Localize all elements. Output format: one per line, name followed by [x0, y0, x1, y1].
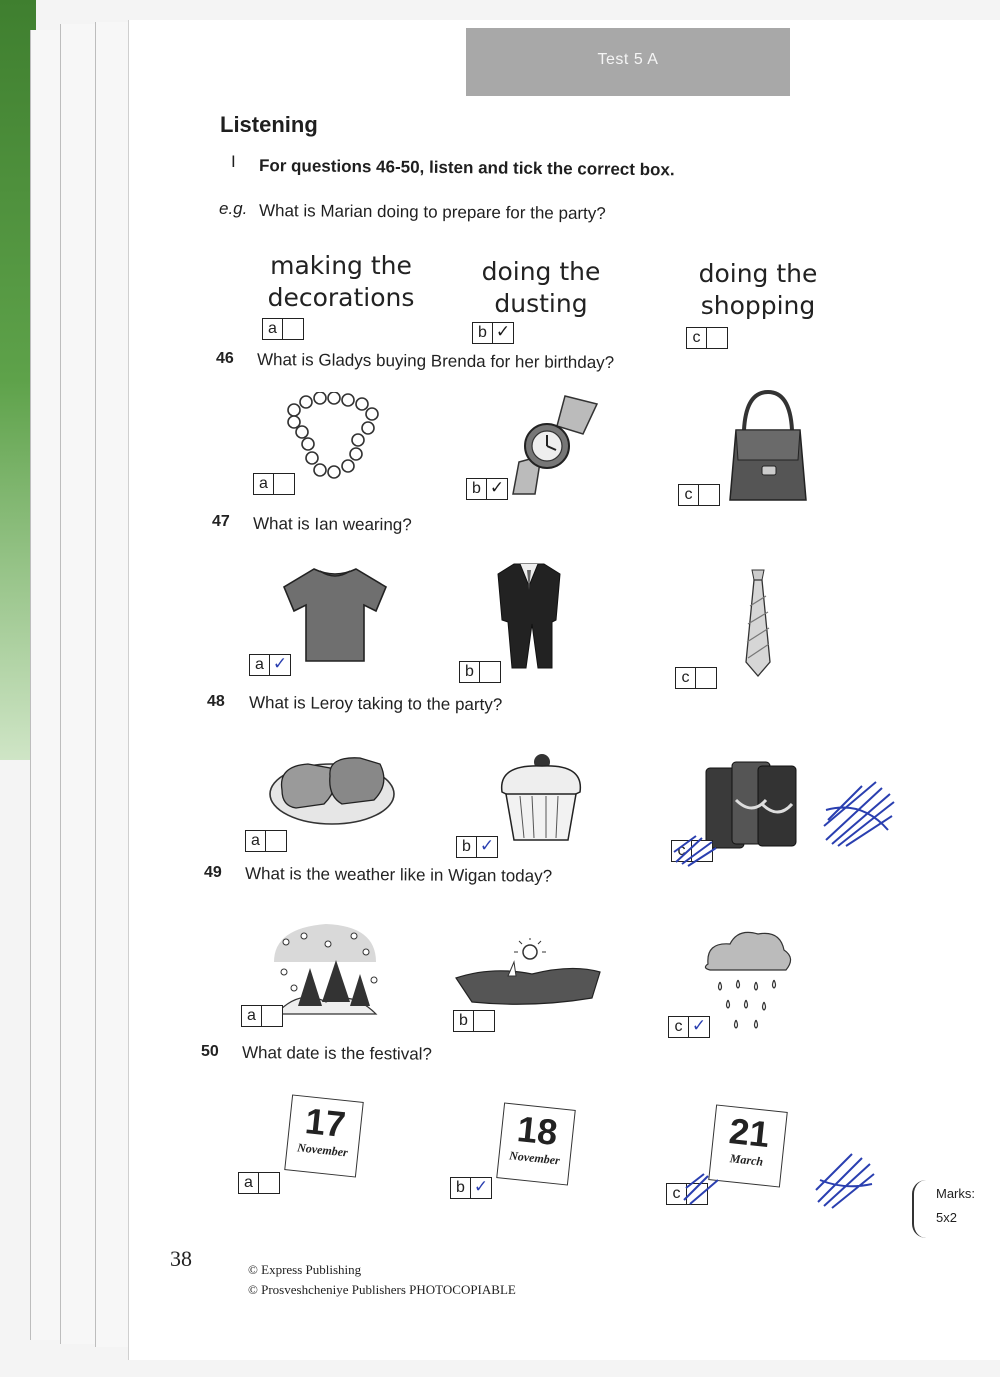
question-number: 47 — [212, 513, 230, 530]
answer-box-46-b[interactable] — [466, 478, 508, 500]
box-letter: c — [687, 328, 707, 348]
box-letter: a — [242, 1006, 262, 1026]
answer-box-49-a[interactable] — [241, 1005, 283, 1027]
calendar-image — [284, 1094, 364, 1177]
calendar-month: November — [508, 1148, 561, 1168]
pen-scribble — [682, 1172, 722, 1206]
calendar-day: 21 — [727, 1110, 772, 1156]
example-question: What is Marian doing to prepare for the party? — [258, 201, 606, 224]
t-shirt-image — [280, 565, 390, 665]
box-letter: b — [451, 1178, 471, 1198]
answer-box-eg-c[interactable] — [686, 327, 728, 349]
answer-box-48-b[interactable] — [456, 836, 498, 858]
tick-mark — [283, 319, 303, 339]
answer-box-48-a[interactable] — [245, 830, 287, 852]
box-letter: b — [473, 323, 493, 343]
answer-box-47-a[interactable] — [249, 654, 291, 676]
marks-bracket — [912, 1180, 926, 1238]
question-number: 48 — [207, 693, 225, 710]
box-letter: b — [460, 662, 480, 682]
box-letter: c — [679, 485, 699, 505]
marks-label: Marks: — [936, 1186, 975, 1201]
suit-image — [494, 560, 564, 675]
section-title: Listening — [220, 112, 318, 137]
box-letter: c — [667, 1184, 687, 1204]
tick-mark: ✓ — [479, 836, 495, 856]
watch-image — [505, 390, 605, 500]
example-option-b-text: doing the dusting — [481, 257, 601, 318]
tick-mark — [474, 1011, 494, 1031]
answer-box-46-c[interactable] — [678, 484, 720, 506]
question-text: What is Ian wearing? — [252, 514, 412, 535]
tick-mark — [696, 668, 716, 688]
calendar-day: 17 — [303, 1100, 348, 1146]
page-number: 38 — [170, 1246, 192, 1271]
pen-scribble — [814, 1150, 878, 1210]
pen-scribble — [822, 780, 896, 850]
copyright-line: © Express Publishing — [248, 1262, 362, 1277]
example-label: e.g. — [219, 199, 248, 218]
tick-mark: ✓ — [473, 1177, 489, 1197]
question-number: 46 — [216, 350, 234, 367]
tick-mark: ✓ — [691, 1016, 707, 1036]
instruction-text: For questions 46-50, listen and tick the correct box. — [258, 156, 675, 180]
calendar-image — [496, 1102, 576, 1185]
sunny-lake-image — [452, 938, 602, 1008]
tick-mark — [480, 662, 500, 682]
tick-mark: ✓ — [495, 322, 511, 342]
tick-mark: ✓ — [489, 478, 505, 498]
answer-box-49-c[interactable] — [668, 1016, 710, 1038]
cupcake-image — [496, 748, 586, 844]
answer-box-eg-a[interactable] — [262, 318, 304, 340]
box-letter: c — [676, 668, 696, 688]
answer-box-47-b[interactable] — [459, 661, 501, 683]
tick-mark — [274, 474, 294, 494]
question-text: What is the weather like in Wigan today? — [244, 864, 553, 886]
calendar-day: 18 — [515, 1108, 560, 1154]
copyright-line: © Prosveshcheniye Publishers PHOTOCOPIABLE — [248, 1282, 516, 1297]
tick-mark — [262, 1006, 282, 1026]
question-text: What is Gladys buying Brenda for her birthday? — [256, 350, 615, 373]
tie-image — [742, 566, 774, 678]
test-header-banner: Test 5 A — [466, 28, 790, 96]
pen-scribble — [672, 834, 718, 868]
calendar-month: March — [729, 1151, 764, 1169]
tick-mark — [707, 328, 727, 348]
box-letter: a — [254, 474, 274, 494]
sandwiches-image — [268, 750, 396, 828]
instruction-number: I — [231, 152, 236, 171]
answer-box-50-b[interactable] — [450, 1177, 492, 1199]
question-number: 50 — [201, 1043, 219, 1060]
box-letter: b — [467, 479, 487, 499]
box-letter: c — [672, 841, 692, 861]
example-option-a-text: making the decorations — [267, 251, 415, 312]
snow-image — [270, 918, 382, 1022]
box-letter: b — [457, 837, 477, 857]
tick-mark — [699, 485, 719, 505]
box-letter: a — [263, 319, 283, 339]
marks-value: 5x2 — [936, 1210, 957, 1225]
tick-mark: ✓ — [272, 654, 288, 674]
tick-mark — [266, 831, 286, 851]
answer-box-eg-b[interactable] — [472, 322, 514, 344]
example-option-c-text: doing the shopping — [698, 259, 818, 320]
box-letter: a — [239, 1173, 259, 1193]
answer-box-46-a[interactable] — [253, 473, 295, 495]
question-text: What date is the festival? — [241, 1043, 433, 1064]
box-letter: b — [454, 1011, 474, 1031]
handbag-image — [728, 390, 808, 502]
question-number: 49 — [204, 864, 222, 881]
box-letter: c — [669, 1017, 689, 1037]
answer-box-50-a[interactable] — [238, 1172, 280, 1194]
answer-box-49-b[interactable] — [453, 1010, 495, 1032]
box-letter: a — [250, 655, 270, 675]
box-letter: a — [246, 831, 266, 851]
calendar-month: November — [296, 1140, 349, 1160]
answer-box-47-c[interactable] — [675, 667, 717, 689]
necklace-image — [280, 392, 390, 484]
rain-image — [700, 924, 796, 1036]
question-text: What is Leroy taking to the party? — [248, 693, 503, 715]
tick-mark — [259, 1173, 279, 1193]
